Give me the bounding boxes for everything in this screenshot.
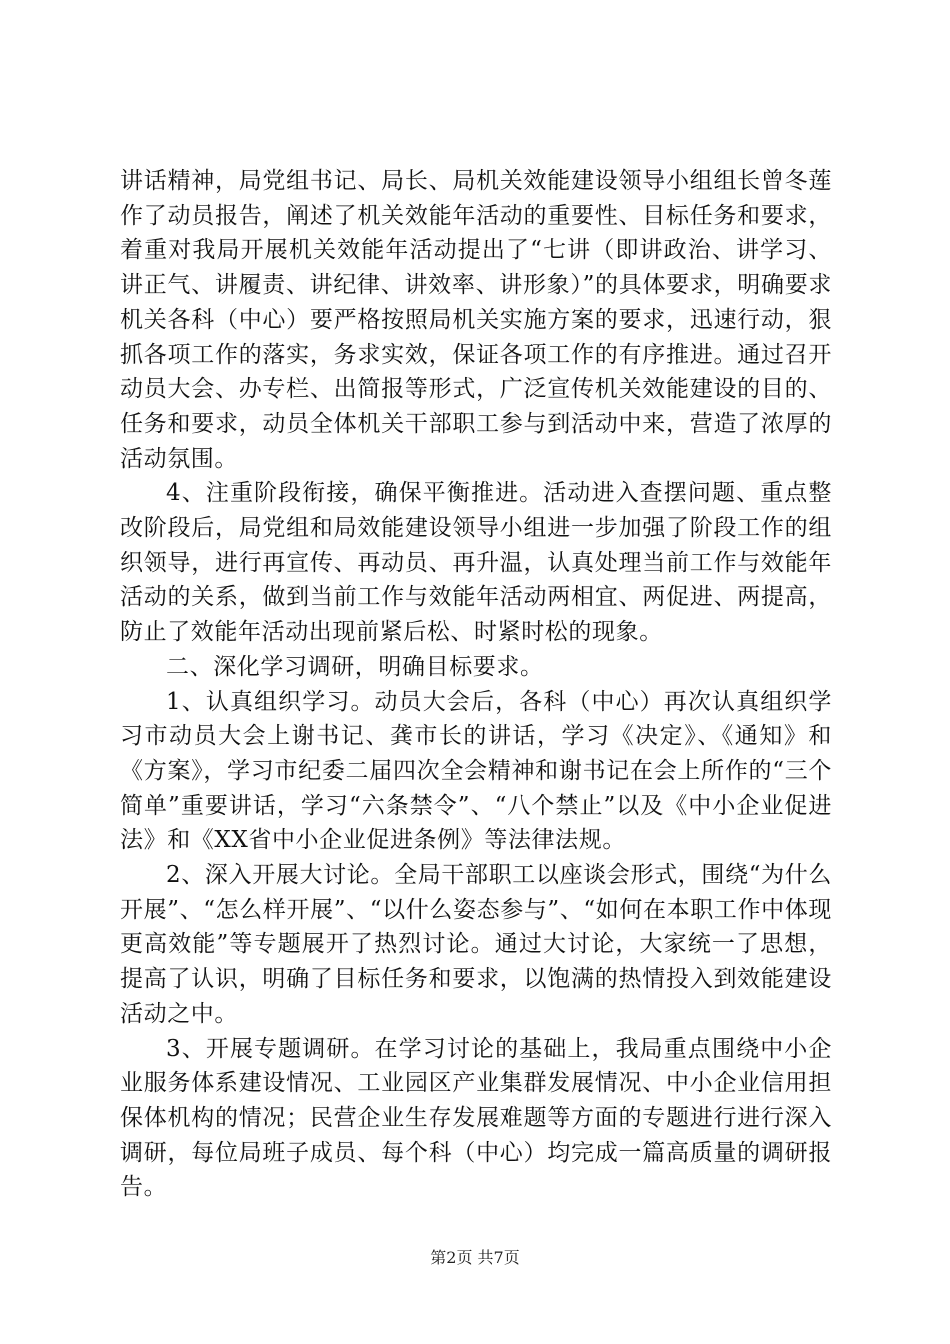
- paragraph-item-4: 4、注重阶段衔接，确保平衡推进。活动进入查摆问题、重点整改阶段后，局党组和局效能建设领导小组进一步加强了阶段工作的组织领导，进行再宣传、再动员、再升温，认真处理当前工作与效能年活动的关系，做到当前工作与效能年活动两相宜、两促进、两提高，防止了效能年活动出现前紧后松、时紧时松的现象。: [120, 480, 832, 646]
- paragraph-item-3: 3、开展专题调研。在学习讨论的基础上，我局重点围绕中小企业服务体系建设情况、工业园区产业集群发展情况、中小企业信用担保体机构的情况；民营企业生存发展难题等方面的专题进行进行深入调研，每位局班子成员、每个科（中心）均完成一篇高质量的调研报告。: [120, 1035, 832, 1201]
- paragraph-item-1: 1、认真组织学习。动员大会后，各科（中心）再次认真组织学习市动员大会上谢书记、龚市长的讲话，学习《决定》、《通知》和《方案》，学习市纪委二届四次全会精神和谢书记在会上所作的“三个简单”重要讲话，学习“六条禁令”、“八个禁止”以及《中小企业促进法》和《XX省中小企业促进条例》等法律法规。: [120, 688, 832, 854]
- document-body: [120, 164, 832, 1205]
- page-footer: 第2页 共7页: [430, 1248, 520, 1267]
- paragraph-item-2: 2、深入开展大讨论。全局干部职工以座谈会形式，围绕“为什么开展”、“怎么样开展”、“以什么姿态参与”、“如何在本职工作中体现更高效能”等专题展开了热烈讨论。通过大讨论，大家统一了思想，提高了认识，明确了目标任务和要求，以饱满的热情投入到效能建设活动之中。: [120, 862, 832, 1027]
- section-heading-2: 二、深化学习调研，明确目标要求。: [166, 653, 544, 680]
- paragraph-continuation: 讲话精神，局党组书记、局长、局机关效能建设领导小组组长曾冬莲作了动员报告，阐述了机关效能年活动的重要性、目标任务和要求，着重对我局开展机关效能年活动提出了“七讲（即讲政治、讲学习、讲正气、讲履责、讲纪律、讲效率、讲形象）”的具体要求，明确要求机关各科（中心）要严格按照局机关实施方案的要求，迅速行动，狠抓各项工作的落实，务求实效，保证各项工作的有序推进。通过召开动员大会、办专栏、出简报等形式，广泛宣传机关效能建设的目的、任务和要求，动员全体机关干部职工参与到活动中来，营造了浓厚的活动氛围。: [120, 168, 832, 472]
